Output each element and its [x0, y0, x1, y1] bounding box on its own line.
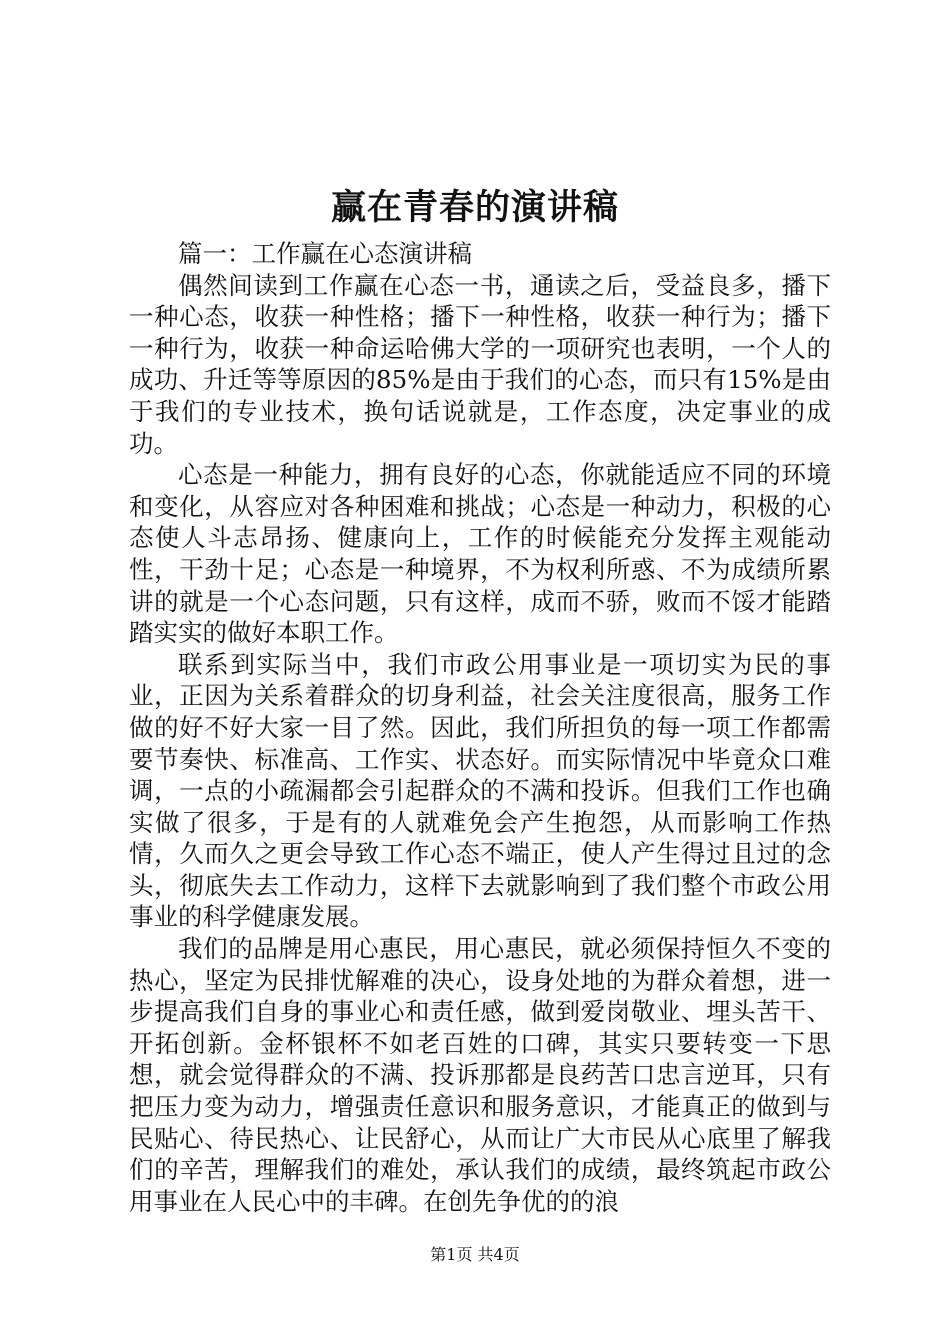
paragraph: 心态是一种能力，拥有良好的心态，你就能适应不同的环境和变化，从容应对各种困难和挑战；心态是一种动力，积极的心态使人斗志昂扬、健康向上，工作的时候能充分发挥主观能动性，干劲十足；心态是一种境界，不为权利所惑、不为成绩所累讲的就是一个心态问题，只有这样，成而不骄，败而不馁才能踏踏实实的做好本职工作。 [129, 460, 831, 648]
page-footer: 第1页 共4页 [430, 1245, 520, 1264]
paragraph: 联系到实际当中，我们市政公用事业是一项切实为民的事业，正因为关系着群众的切身利益，社会关注度很高，服务工作做的好不好大家一目了然。因此，我们所担负的每一项工作都需要节奏快、标准高、工作实、状态好。而实际情况中毕竟众口难调，一点的小疏漏都会引起群众的不满和投诉。但我们工作也确实做了很多，于是有的人就难免会产生抱怨，从而影响工作热情，久而久之更会导致工作心态不端正，使人产生得过且过的念头，彻底失去工作动力，这样下去就影响到了我们整个市政公用事业的科学健康发展。 [129, 649, 831, 932]
document-body [129, 238, 831, 1217]
section-heading: 篇一：工作赢在心态演讲稿 [178, 239, 472, 268]
paragraph: 偶然间读到工作赢在心态一书，通读之后，受益良多，播下一种心态，收获一种性格；播下一种性格，收获一种行为；播下一种行为，收获一种命运哈佛大学的一项研究也表明，一个人的成功、升迁等等原因的85%是由于我们的心态，而只有15%是由于我们的专业技术，换句话说就是，工作态度，决定事业的成功。 [129, 270, 831, 458]
paragraph: 我们的品牌是用心惠民，用心惠民，就必须保持恒久不变的热心，坚定为民排忧解难的决心，设身处地的为群众着想，进一步提高我们自身的事业心和责任感，做到爱岗敬业、埋头苦干、开拓创新。金杯银杯不如老百姓的口碑，其实只要转变一下思想，就会觉得群众的不满、投诉那都是良药苦口忠言逆耳，只有把压力变为动力，增强责任意识和服务意识，才能真正的做到与民贴心、待民热心、让民舒心，从而让广大市民从心底里了解我们的辛苦，理解我们的难处，承认我们的成绩，最终筑起市政公用事业在人民心中的丰碑。在创先争优的的浪 [129, 934, 831, 1216]
document-title: 赢在青春的演讲稿 [330, 187, 619, 228]
